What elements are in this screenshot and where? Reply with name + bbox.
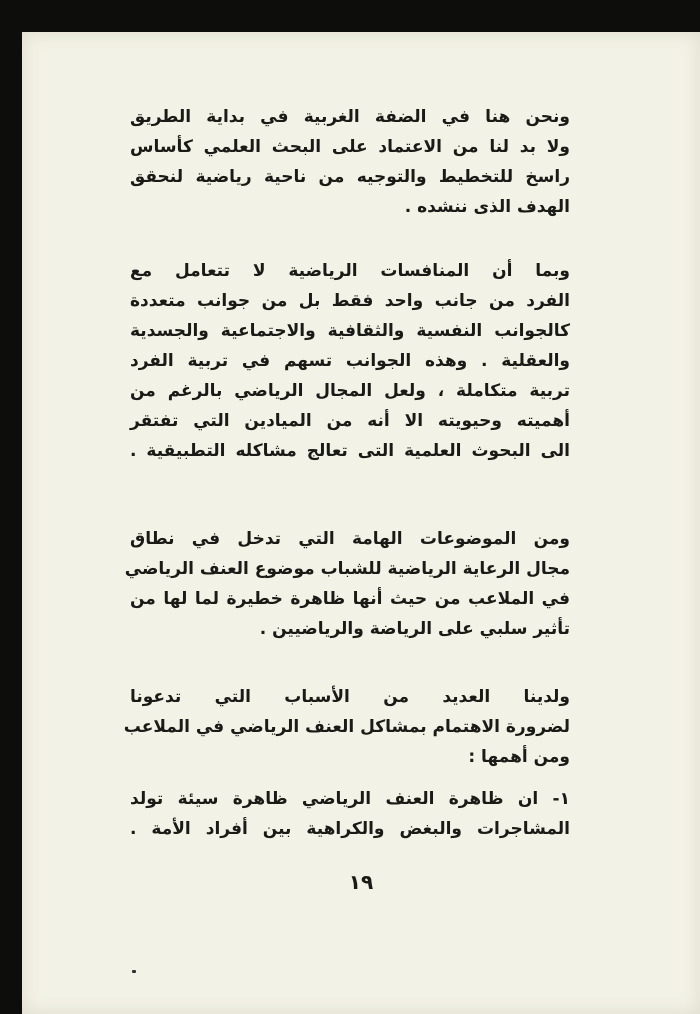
text-line: راسخ للتخطيط والتوجيه من ناحية رياضية لنحقق [130, 167, 570, 187]
text-line: الهدف الذى ننشده . [404, 197, 570, 217]
text-line: ولدينا العديد من الأسباب التي تدعونا [130, 687, 570, 707]
ink-speck [132, 970, 136, 973]
text-line: ١- ان ظاهرة العنف الرياضي ظاهرة سيئة تولد [130, 789, 570, 809]
text-line: في الملاعب من حيث أنها ظاهرة خطيرة لما لها من [130, 589, 570, 609]
text-line: ومن أهمها : [468, 747, 570, 767]
text-line: كالجوانب النفسية والثقافية والاجتماعية والجسدية [130, 321, 570, 341]
list-item [130, 784, 570, 844]
text-line: وبما أن المنافسات الرياضية لا تتعامل مع [130, 261, 570, 281]
text-line: ونحن هنا في الضفة الغربية في بداية الطريق [130, 107, 570, 127]
book-page [22, 32, 700, 1014]
text-line: مجال الرعاية الرياضية للشباب موضوع العنف الرياضي [124, 559, 570, 579]
text-line: ولا بد لنا من الاعتماد على البحث العلمي كأساس [130, 137, 570, 157]
text-line: ومن الموضوعات الهامة التي تدخل في نطاق [130, 529, 570, 549]
text-line: أهميته وحيويته الا أنه من الميادين التي تفتقر [130, 411, 570, 431]
paragraph [124, 524, 570, 644]
text-line: تربية متكاملة ، ولعل المجال الرياضي بالرغم من [130, 381, 570, 401]
text-line: والعقلية . وهذه الجوانب تسهم في تربية الفرد [130, 351, 570, 371]
paragraph [130, 102, 570, 222]
paragraph [130, 256, 570, 466]
text-line: الى البحوث العلمية التى تعالج مشاكله التطبيقية . [130, 441, 570, 461]
paragraph [123, 682, 570, 772]
text-line: لضرورة الاهتمام بمشاكل العنف الرياضي في الملاعب [123, 717, 570, 737]
text-line: الفرد من جانب واحد فقط بل من جوانب متعددة [130, 291, 570, 311]
text-line: المشاجرات والبغض والكراهية بين أفراد الأمة . [130, 819, 570, 839]
page-number: ١٩ [348, 870, 374, 894]
text-line: تأثير سلبي على الرياضة والرياضيين . [259, 619, 570, 639]
